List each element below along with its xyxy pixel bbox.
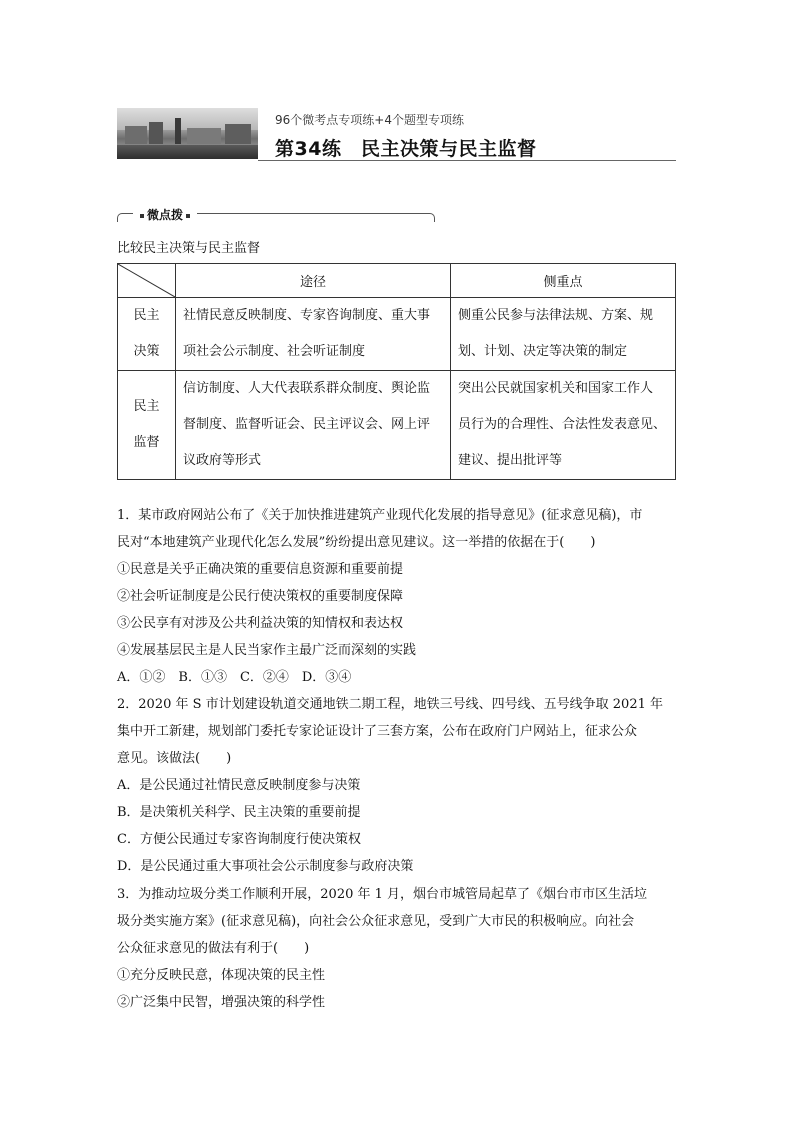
question-1 bbox=[117, 502, 677, 691]
answer-option: C．方便公民通过专家咨询制度行使决策权 bbox=[117, 832, 361, 847]
header-divider bbox=[258, 160, 676, 161]
table-header-row bbox=[118, 264, 676, 298]
statement-item: ④发展基层民主是人民当家作主最广泛而深刻的实践 bbox=[117, 643, 417, 658]
answer-option: D．是公民通过重大事项社会公示制度参与政府决策 bbox=[117, 859, 414, 874]
question-stem: 公众征求意见的做法有利于( ) bbox=[117, 941, 310, 956]
focus-cell: 侧重公民参与法律法规、方案、规 划、计划、决定等决策的制定 bbox=[451, 298, 676, 371]
statement-item: ②广泛集中民智，增强决策的科学性 bbox=[117, 995, 326, 1010]
route-cell: 信访制度、人大代表联系群众制度、舆论监 督制度、监督听证会、民主评议会、网上评 议政府等形式 bbox=[176, 371, 451, 480]
table-row bbox=[118, 371, 676, 480]
focus-cell: 突出公民就国家机关和国家工作人 员行为的合理性、合法性发表意见、 建议、提出批评等 bbox=[451, 371, 676, 480]
row-header: 民主 决策 bbox=[118, 298, 176, 371]
diagonal-line bbox=[118, 264, 175, 297]
section-title: 比较民主决策与民主监督 bbox=[117, 241, 261, 256]
question-2 bbox=[117, 691, 677, 880]
question-stem: 1．某市政府网站公布了《关于加快推进建筑产业现代化发展的指导意见》(征求意见稿)，市 bbox=[117, 508, 643, 523]
tip-box bbox=[117, 207, 434, 227]
question-stem: 民对“本地建筑产业现代化怎么发展”纷纷提出意见建议。这一举措的依据在于( ) bbox=[117, 535, 596, 550]
table-corner-cell bbox=[118, 264, 176, 298]
statement-item: ③公民享有对涉及公共利益决策的知情权和表达权 bbox=[117, 616, 404, 631]
statement-item: ①充分反映民意，体现决策的民主性 bbox=[117, 968, 326, 983]
statement-item: ②社会听证制度是公民行使决策权的重要制度保障 bbox=[117, 589, 404, 604]
answer-option: B．是决策机关科学、民主决策的重要前提 bbox=[117, 805, 361, 820]
page-title: 第34练 民主决策与民主监督 bbox=[275, 138, 537, 160]
header-series: 96个微考点专项练+4个题型专项练 bbox=[275, 113, 464, 127]
question-stem: 集中开工新建，规划部门委托专家论证设计了三套方案，公布在政府门户网站上，征求公众 bbox=[117, 724, 638, 739]
question-stem: 圾分类实施方案》(征求意见稿)，向社会公众征求意见，受到广大市民的积极响应。向社会 bbox=[117, 914, 635, 929]
answer-options: A．①② B．①③ C．②④ D．③④ bbox=[117, 670, 352, 685]
question-stem: 意见。该做法( ) bbox=[117, 751, 232, 766]
comparison-table bbox=[117, 263, 676, 480]
route-cell: 社情民意反映制度、专家咨询制度、重大事 项社会公示制度、社会听证制度 bbox=[176, 298, 451, 371]
column-header-route: 途径 bbox=[176, 264, 451, 298]
table-row bbox=[118, 298, 676, 371]
header-photo bbox=[117, 108, 258, 159]
column-header-focus: 侧重点 bbox=[451, 264, 676, 298]
row-header: 民主 监督 bbox=[118, 371, 176, 480]
answer-option: A．是公民通过社情民意反映制度参与决策 bbox=[117, 778, 361, 793]
question-stem: 2．2020 年 S 市计划建设轨道交通地铁二期工程，地铁三号线、四号线、五号线争取 2021 年 bbox=[117, 697, 664, 712]
question-3 bbox=[117, 881, 677, 1016]
statement-item: ①民意是关乎正确决策的重要信息资源和重要前提 bbox=[117, 562, 404, 577]
tip-label: 微点拨 bbox=[133, 206, 197, 223]
question-stem: 3．为推动垃圾分类工作顺利开展，2020 年 1 月，烟台市城管局起草了《烟台市市区生活垃 bbox=[117, 887, 648, 902]
